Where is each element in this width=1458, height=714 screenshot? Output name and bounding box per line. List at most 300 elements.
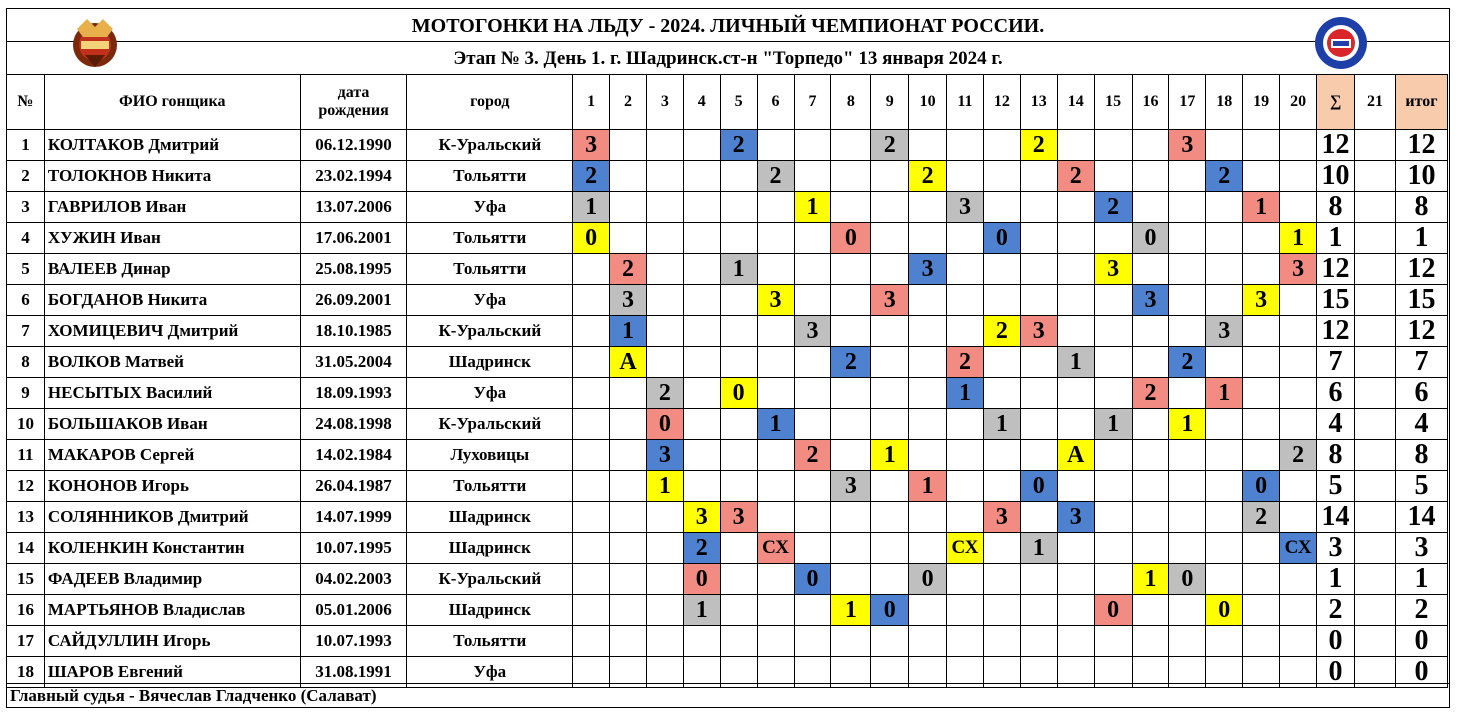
rider-birthdate: 14.02.1984: [300, 440, 407, 471]
heat-cell: [1132, 347, 1169, 378]
rider-name: НЕСЫТЫХ Василий: [44, 378, 300, 409]
heat-cell: [683, 440, 720, 471]
heat-cell: [794, 223, 831, 254]
heat-cell: [1094, 347, 1132, 378]
rider-sum: 3: [1317, 533, 1355, 564]
heat-cell: [831, 316, 871, 347]
heat-score: 2: [831, 347, 871, 378]
heat-cell: [1094, 502, 1132, 533]
heat-cell: [720, 626, 757, 657]
heat-cell: [1094, 440, 1132, 471]
table-row: [7, 595, 1448, 626]
chief-judge-footer: Главный судья - Вячеслав Гладченко (Салават): [7, 683, 1449, 707]
rider-birthdate: 18.09.1993: [300, 378, 407, 409]
heat-cell: [871, 378, 909, 409]
heat-cell: [1094, 626, 1132, 657]
heat-cell: [1020, 502, 1057, 533]
heat-cell: [1243, 378, 1280, 409]
rider-city: К-Уральский: [407, 316, 573, 347]
heat-cell: [757, 471, 794, 502]
heat-score: 3: [1020, 316, 1057, 347]
heat-cell: [683, 161, 720, 192]
heat-cell: [720, 440, 757, 471]
heat-cell: [794, 285, 831, 316]
heat-cell: [1132, 161, 1169, 192]
heat-cell: [646, 626, 683, 657]
heat-cell: [1280, 471, 1317, 502]
heat-cell: [610, 409, 647, 440]
heat-cell: [1020, 595, 1057, 626]
heat-score: 3: [947, 192, 984, 223]
heat-cell: [1057, 564, 1094, 595]
heat-cell: [909, 440, 947, 471]
rider-birthdate: 06.12.1990: [300, 130, 407, 161]
heat-cell: [683, 316, 720, 347]
heat-cell: [1169, 254, 1206, 285]
heat-score: 2: [1132, 378, 1169, 409]
heat-cell: [983, 192, 1020, 223]
heat-cell: [1243, 347, 1280, 378]
heat-cell: [1094, 378, 1132, 409]
heat-cell: [610, 223, 647, 254]
rider-sum: 6: [1317, 378, 1355, 409]
heat-21-cell: [1355, 595, 1396, 626]
heat-cell: [1243, 254, 1280, 285]
heat-cell: [831, 533, 871, 564]
rider-total: 8: [1395, 192, 1447, 223]
heat-cell: [983, 347, 1020, 378]
heat-cell: [1057, 254, 1094, 285]
rider-birthdate: 24.08.1998: [300, 409, 407, 440]
heat-score: 2: [947, 347, 984, 378]
heat-cell: [573, 502, 610, 533]
heat-cell: [610, 192, 647, 223]
heat-cell: [831, 440, 871, 471]
heat-cell: [1132, 316, 1169, 347]
rider-birthdate: 10.07.1995: [300, 533, 407, 564]
heat-score: 0: [871, 595, 909, 626]
header-heat-2: 2: [610, 75, 647, 130]
heat-cell: [646, 223, 683, 254]
results-sheet: [6, 8, 1450, 708]
heat-cell: [1094, 316, 1132, 347]
heat-score: 2: [1243, 502, 1280, 533]
table-row: [7, 192, 1448, 223]
rider-birthdate: 26.04.1987: [300, 471, 407, 502]
heat-cell: [1169, 533, 1206, 564]
heat-cell: [1020, 285, 1057, 316]
heat-cell: [573, 254, 610, 285]
header-sum: ∑: [1317, 75, 1355, 130]
heat-cell: [909, 409, 947, 440]
rider-number: 7: [7, 316, 45, 347]
heat-cell: [1280, 502, 1317, 533]
heat-cell: [983, 564, 1020, 595]
heat-cell: [871, 316, 909, 347]
heat-score: 1: [1094, 409, 1132, 440]
heat-cell: [683, 471, 720, 502]
rider-name: БОЛЬШАКОВ Иван: [44, 409, 300, 440]
rider-number: 10: [7, 409, 45, 440]
heat-score: СХ: [947, 533, 984, 564]
heat-score: 2: [1169, 347, 1206, 378]
heat-cell: [983, 161, 1020, 192]
rider-total: 10: [1395, 161, 1447, 192]
rider-birthdate: 31.05.2004: [300, 347, 407, 378]
heat-cell: [871, 471, 909, 502]
heat-score: А: [610, 347, 647, 378]
heat-cell: [720, 564, 757, 595]
table-row: [7, 161, 1448, 192]
rider-total: 0: [1395, 657, 1447, 688]
heat-cell: [831, 409, 871, 440]
header-city: город: [407, 75, 573, 130]
rider-total: 3: [1395, 533, 1447, 564]
rider-sum: 12: [1317, 254, 1355, 285]
heat-score: 1: [1132, 564, 1169, 595]
heat-cell: [720, 595, 757, 626]
heat-cell: [794, 347, 831, 378]
heat-cell: [1094, 161, 1132, 192]
heat-cell: [1020, 161, 1057, 192]
heat-21-cell: [1355, 502, 1396, 533]
heat-cell: [947, 502, 984, 533]
heat-cell: [983, 595, 1020, 626]
page-subtitle: Этап № 3. День 1. г. Шадринск.ст-н "Торпедо" 13 января 2024 г.: [453, 48, 1003, 69]
heat-score: 1: [1206, 378, 1243, 409]
heat-score: 3: [794, 316, 831, 347]
heat-score: СХ: [1280, 533, 1317, 564]
heat-cell: [1280, 564, 1317, 595]
heat-cell: [610, 471, 647, 502]
heat-score: 0: [683, 564, 720, 595]
rider-sum: 8: [1317, 440, 1355, 471]
rider-total: 12: [1395, 130, 1447, 161]
rider-total: 1: [1395, 223, 1447, 254]
rider-birthdate: 10.07.1993: [300, 626, 407, 657]
heat-cell: [757, 130, 794, 161]
heat-cell: [983, 130, 1020, 161]
rider-number: 8: [7, 347, 45, 378]
heat-score: 2: [983, 316, 1020, 347]
heat-score: 0: [1169, 564, 1206, 595]
rider-number: 18: [7, 657, 45, 688]
header-heat-1: 1: [573, 75, 610, 130]
header-heat-14: 14: [1057, 75, 1094, 130]
heat-cell: [794, 130, 831, 161]
heat-cell: [1057, 378, 1094, 409]
heat-cell: [1169, 161, 1206, 192]
rider-birthdate: 04.02.2003: [300, 564, 407, 595]
heat-21-cell: [1355, 564, 1396, 595]
heat-score: 1: [720, 254, 757, 285]
rider-birthdate: 17.06.2001: [300, 223, 407, 254]
heat-cell: [610, 378, 647, 409]
heat-cell: [831, 161, 871, 192]
heat-cell: [871, 223, 909, 254]
table-row: [7, 440, 1448, 471]
heat-cell: [1243, 223, 1280, 254]
heat-cell: [573, 595, 610, 626]
heat-cell: [610, 440, 647, 471]
heat-cell: [1206, 564, 1243, 595]
heat-score: 2: [573, 161, 610, 192]
rider-sum: 5: [1317, 471, 1355, 502]
heat-cell: [573, 347, 610, 378]
heat-score: 2: [1020, 130, 1057, 161]
heat-cell: [646, 595, 683, 626]
heat-cell: [794, 533, 831, 564]
heat-cell: [1020, 409, 1057, 440]
heat-cell: [1169, 502, 1206, 533]
header-heat-13: 13: [1020, 75, 1057, 130]
heat-cell: [1243, 316, 1280, 347]
heat-cell: [871, 254, 909, 285]
heat-score: 3: [683, 502, 720, 533]
heat-cell: [1206, 533, 1243, 564]
heat-cell: [1280, 409, 1317, 440]
heat-cell: [1243, 564, 1280, 595]
header-heat-16: 16: [1132, 75, 1169, 130]
header-heat-8: 8: [831, 75, 871, 130]
heat-cell: [1132, 440, 1169, 471]
table-row: [7, 378, 1448, 409]
heat-21-cell: [1355, 316, 1396, 347]
rider-sum: 12: [1317, 130, 1355, 161]
heat-cell: [1057, 316, 1094, 347]
rider-total: 2: [1395, 595, 1447, 626]
heat-cell: [573, 564, 610, 595]
rider-total: 8: [1395, 440, 1447, 471]
heat-cell: [1057, 533, 1094, 564]
heat-21-cell: [1355, 161, 1396, 192]
table-row: [7, 626, 1448, 657]
heat-cell: [720, 471, 757, 502]
heat-21-cell: [1355, 192, 1396, 223]
header-heat-3: 3: [646, 75, 683, 130]
heat-score: 2: [871, 130, 909, 161]
heat-cell: [871, 502, 909, 533]
rider-birthdate: 26.09.2001: [300, 285, 407, 316]
rider-name: ХУЖИН Иван: [44, 223, 300, 254]
heat-cell: [831, 378, 871, 409]
header-heat-5: 5: [720, 75, 757, 130]
heat-cell: [871, 409, 909, 440]
heat-cell: [1280, 161, 1317, 192]
heat-score: 3: [1169, 130, 1206, 161]
heat-cell: [1094, 471, 1132, 502]
rider-name: КОЛТАКОВ Дмитрий: [44, 130, 300, 161]
rider-city: Шадринск: [407, 502, 573, 533]
table-row: [7, 285, 1448, 316]
heat-score: 1: [573, 192, 610, 223]
rider-birthdate: 18.10.1985: [300, 316, 407, 347]
heat-cell: [1280, 626, 1317, 657]
heat-cell: [1020, 378, 1057, 409]
rider-city: Уфа: [407, 192, 573, 223]
heat-cell: [757, 564, 794, 595]
heat-cell: [1280, 316, 1317, 347]
page-title: МОТОГОНКИ НА ЛЬДУ - 2024. ЛИЧНЫЙ ЧЕМПИОНАТ РОССИИ.: [7, 11, 1449, 42]
rider-birthdate: 23.02.1994: [300, 161, 407, 192]
rider-number: 11: [7, 440, 45, 471]
rider-name: ВАЛЕЕВ Динар: [44, 254, 300, 285]
heat-cell: [683, 409, 720, 440]
heat-cell: [683, 254, 720, 285]
header-heat-12: 12: [983, 75, 1020, 130]
heat-cell: [1243, 130, 1280, 161]
heat-cell: [1206, 130, 1243, 161]
heat-21-cell: [1355, 378, 1396, 409]
heat-score: 1: [983, 409, 1020, 440]
heat-cell: [1094, 223, 1132, 254]
rider-total: 5: [1395, 471, 1447, 502]
heat-cell: [1132, 533, 1169, 564]
heat-cell: [871, 347, 909, 378]
rider-name: ШАРОВ Евгений: [44, 657, 300, 688]
heat-cell: [983, 378, 1020, 409]
heat-cell: [646, 502, 683, 533]
results-table: [6, 74, 1448, 688]
heat-score: 1: [1243, 192, 1280, 223]
heat-cell: [1206, 440, 1243, 471]
heat-cell: [1280, 192, 1317, 223]
rider-city: Тольятти: [407, 626, 573, 657]
rider-number: 13: [7, 502, 45, 533]
heat-score: 2: [757, 161, 794, 192]
heat-cell: [573, 316, 610, 347]
heat-cell: [1206, 285, 1243, 316]
heat-cell: [573, 533, 610, 564]
heat-cell: [757, 378, 794, 409]
rider-city: Уфа: [407, 378, 573, 409]
heat-score: 0: [909, 564, 947, 595]
heat-score: 1: [831, 595, 871, 626]
heat-cell: [1020, 254, 1057, 285]
heat-score: 3: [720, 502, 757, 533]
rider-city: Тольятти: [407, 471, 573, 502]
rider-sum: 0: [1317, 626, 1355, 657]
heat-cell: [871, 192, 909, 223]
heat-cell: [831, 626, 871, 657]
heat-cell: [831, 502, 871, 533]
rider-city: Шадринск: [407, 595, 573, 626]
heat-cell: [947, 595, 984, 626]
heat-score: 3: [1057, 502, 1094, 533]
table-row: [7, 471, 1448, 502]
heat-cell: [909, 378, 947, 409]
heat-cell: [1057, 409, 1094, 440]
heat-cell: [871, 533, 909, 564]
heat-cell: [757, 626, 794, 657]
rider-name: ХОМИЦЕВИЧ Дмитрий: [44, 316, 300, 347]
heat-score: 3: [610, 285, 647, 316]
heat-score: 2: [720, 130, 757, 161]
rider-name: САЙДУЛЛИН Игорь: [44, 626, 300, 657]
heat-score: 3: [1280, 254, 1317, 285]
heat-cell: [720, 347, 757, 378]
rider-sum: 12: [1317, 316, 1355, 347]
heat-cell: [720, 192, 757, 223]
heat-score: 2: [1094, 192, 1132, 223]
rider-name: СОЛЯННИКОВ Дмитрий: [44, 502, 300, 533]
heat-21-cell: [1355, 347, 1396, 378]
heat-cell: [610, 130, 647, 161]
rider-name: ТОЛОКНОВ Никита: [44, 161, 300, 192]
heat-21-cell: [1355, 471, 1396, 502]
heat-cell: [794, 409, 831, 440]
heat-cell: [983, 533, 1020, 564]
heat-cell: [610, 533, 647, 564]
heat-cell: [947, 471, 984, 502]
rider-sum: 15: [1317, 285, 1355, 316]
table-row: [7, 223, 1448, 254]
rider-birthdate: 14.07.1999: [300, 502, 407, 533]
heat-cell: [1094, 564, 1132, 595]
heat-score: 3: [909, 254, 947, 285]
heat-cell: [757, 595, 794, 626]
heat-cell: [683, 192, 720, 223]
rider-city: К-Уральский: [407, 564, 573, 595]
rider-sum: 2: [1317, 595, 1355, 626]
heat-cell: [1132, 626, 1169, 657]
heat-cell: [1057, 626, 1094, 657]
table-row: [7, 533, 1448, 564]
heat-score: 3: [1243, 285, 1280, 316]
table-row: [7, 254, 1448, 285]
heat-score: 3: [573, 130, 610, 161]
heat-cell: [646, 533, 683, 564]
heat-cell: [1020, 626, 1057, 657]
heat-score: 1: [1020, 533, 1057, 564]
heat-score: 1: [794, 192, 831, 223]
rider-total: 7: [1395, 347, 1447, 378]
heat-score: 1: [646, 471, 683, 502]
heat-cell: [1132, 192, 1169, 223]
rider-total: 6: [1395, 378, 1447, 409]
heat-cell: [1132, 471, 1169, 502]
rider-total: 15: [1395, 285, 1447, 316]
heat-cell: [909, 502, 947, 533]
rider-name: ФАДЕЕВ Владимир: [44, 564, 300, 595]
heat-score: 2: [909, 161, 947, 192]
heat-score: 1: [1169, 409, 1206, 440]
heat-cell: [646, 130, 683, 161]
heat-score: 2: [1206, 161, 1243, 192]
heat-cell: [947, 223, 984, 254]
rider-total: 0: [1395, 626, 1447, 657]
rider-city: Шадринск: [407, 347, 573, 378]
heat-score: 0: [831, 223, 871, 254]
rider-sum: 14: [1317, 502, 1355, 533]
rider-birthdate: 25.08.1995: [300, 254, 407, 285]
heat-cell: [794, 254, 831, 285]
rider-city: Уфа: [407, 285, 573, 316]
heat-cell: [757, 192, 794, 223]
rider-number: 2: [7, 161, 45, 192]
heat-cell: [1057, 285, 1094, 316]
heat-score: 3: [646, 440, 683, 471]
rider-sum: 0: [1317, 657, 1355, 688]
heat-21-cell: [1355, 130, 1396, 161]
rider-number: 16: [7, 595, 45, 626]
rider-city: К-Уральский: [407, 409, 573, 440]
heat-cell: [1057, 192, 1094, 223]
heat-cell: [983, 254, 1020, 285]
heat-cell: [683, 626, 720, 657]
heat-cell: [610, 161, 647, 192]
heat-21-cell: [1355, 409, 1396, 440]
